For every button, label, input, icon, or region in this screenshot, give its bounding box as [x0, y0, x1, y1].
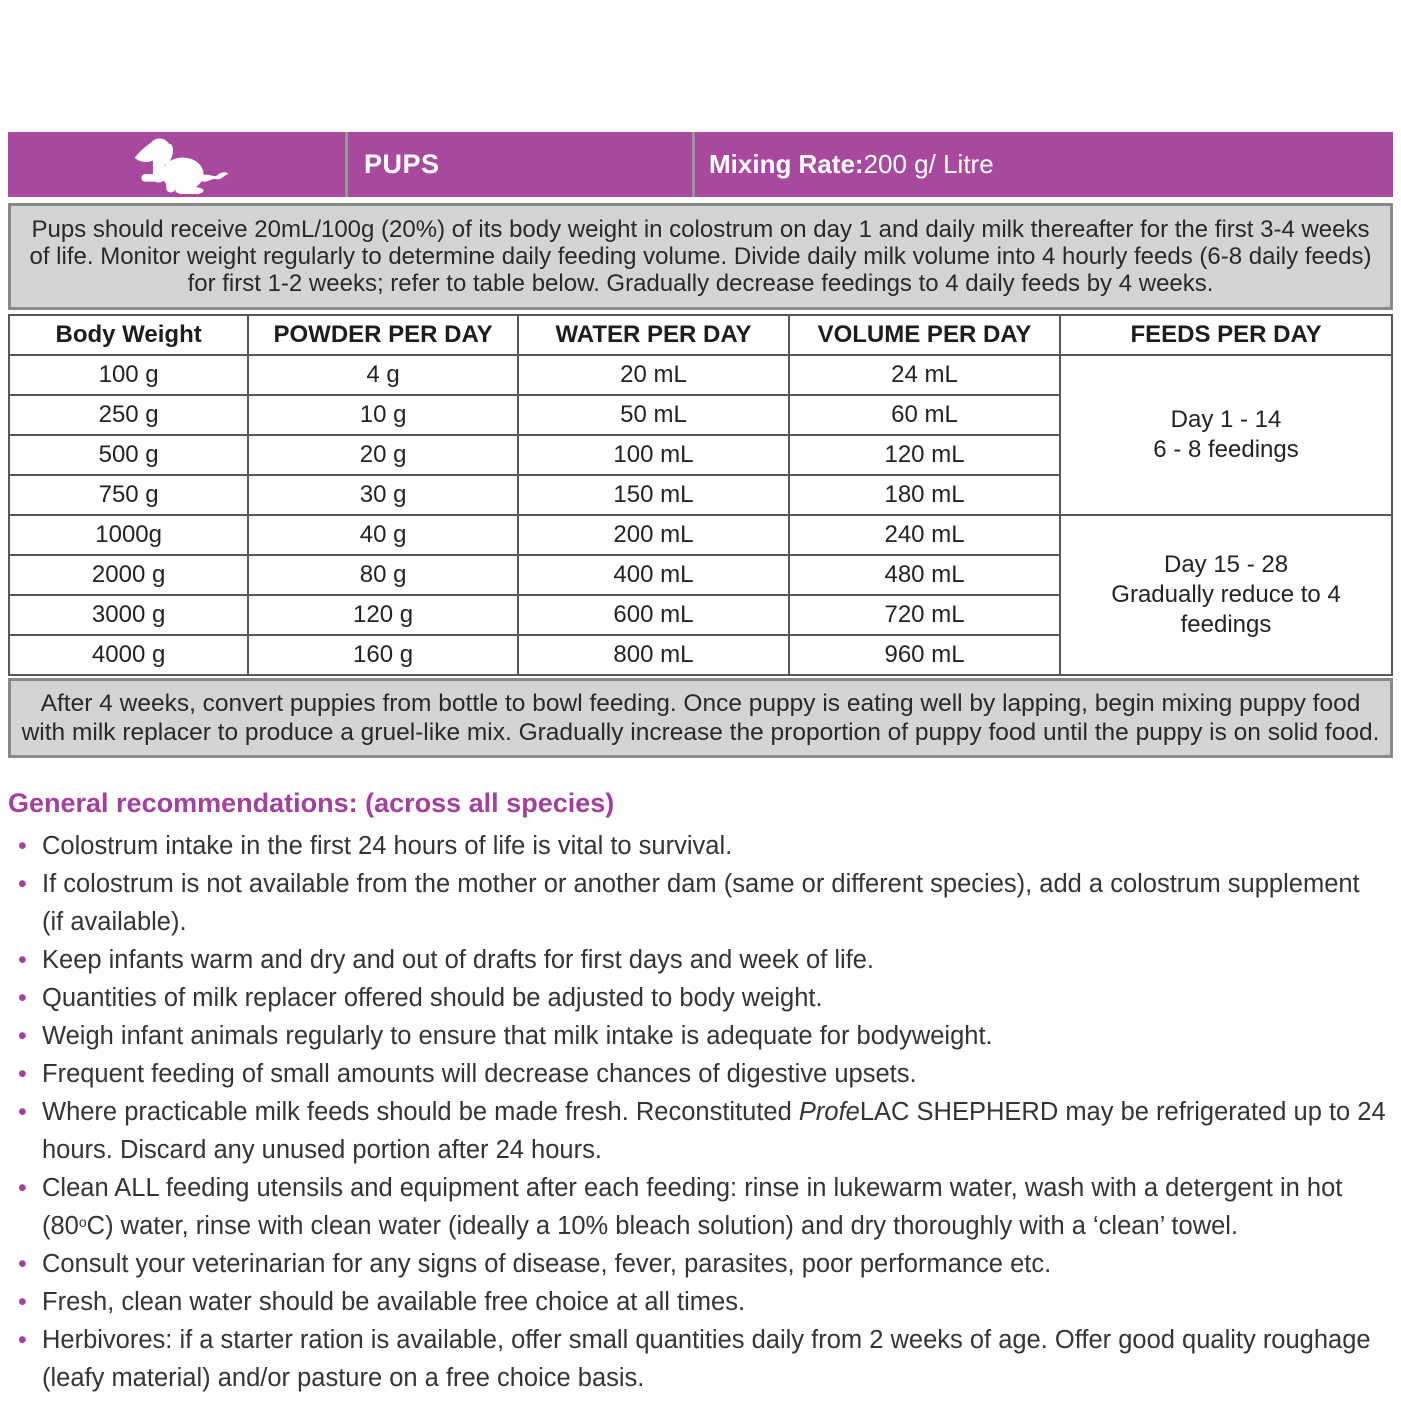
intro-note-box: Pups should receive 20mL/100g (20%) of its body weight in colostrum on day 1 and daily milk thereafter for the first 3-4 weeks of life. Monitor weight regularly to determine daily feeding volume. Divide daily milk volume into 4 hourly feeds (6-8 daily feeds) for first 1-2 weeks; refer to table below. Gradually decrease feedings to 4 daily feeds by 4 weeks.: [8, 203, 1393, 310]
recommendation-item: [8, 1169, 1393, 1245]
bullet-icon: •: [18, 870, 27, 898]
feeds-per-day-cell: Day 1 - 14 6 - 8 feedings: [1060, 355, 1392, 515]
mixing-rate-label: Mixing Rate:: [709, 149, 864, 179]
recommendation-item: [8, 979, 1393, 1017]
recommendation-item: [8, 941, 1393, 979]
bullet-icon: •: [18, 1098, 27, 1126]
recommendations-list: [8, 827, 1393, 1397]
recommendation-text: Consult your veterinarian for any signs of disease, fever, parasites, poor performance etc.: [42, 1250, 1052, 1278]
recommendation-text: Where practicable milk feeds should be made fresh. Reconstituted ProfeLAC SHEPHERD may be refrigerated up to 24 hours. Discard any unused portion after 24 hours.: [42, 1098, 1386, 1164]
table-cell: 600 mL: [518, 595, 789, 635]
column-header: FEEDS PER DAY: [1060, 315, 1392, 355]
recommendation-text: Colostrum intake in the first 24 hours of life is vital to survival.: [42, 832, 733, 860]
table-cell: 30 g: [248, 475, 518, 515]
table-cell: 4 g: [248, 355, 518, 395]
table-cell: 100 mL: [518, 435, 789, 475]
recommendation-text: Weigh infant animals regularly to ensure that milk intake is adequate for bodyweight.: [42, 1022, 993, 1050]
recommendation-item: [8, 865, 1393, 941]
table-cell: 250 g: [9, 395, 248, 435]
recommendation-text: Herbivores: if a starter ration is available, offer small quantities daily from 2 weeks of age. Offer good quality roughage (leafy material) and/or pasture on a free choice basis.: [42, 1326, 1371, 1392]
table-cell: 10 g: [248, 395, 518, 435]
mixing-rate-value: 200 g/ Litre: [863, 149, 994, 179]
table-cell: 960 mL: [789, 635, 1060, 675]
bullet-icon: •: [18, 946, 27, 974]
species-header-band: [8, 132, 1393, 197]
species-icon-cell: [8, 132, 348, 197]
table-cell: 750 g: [9, 475, 248, 515]
feeding-table: [8, 314, 1393, 676]
bullet-icon: •: [18, 1326, 27, 1354]
table-cell: 200 mL: [518, 515, 789, 555]
recommendations-heading: General recommendations: (across all species): [8, 788, 615, 818]
table-cell: 120 g: [248, 595, 518, 635]
table-cell: 240 mL: [789, 515, 1060, 555]
bullet-icon: •: [18, 1022, 27, 1050]
table-cell: 3000 g: [9, 595, 248, 635]
table-cell: 40 g: [248, 515, 518, 555]
species-name-cell: [348, 132, 695, 197]
table-cell: 24 mL: [789, 355, 1060, 395]
recommendation-text: Frequent feeding of small amounts will decrease chances of digestive upsets.: [42, 1060, 917, 1088]
recommendation-text: Quantities of milk replacer offered should be adjusted to body weight.: [42, 984, 823, 1012]
recommendation-item: [8, 1321, 1393, 1397]
table-row: [9, 515, 1392, 555]
column-header: Body Weight: [9, 315, 248, 355]
recommendation-text: Clean ALL feeding utensils and equipment after each feeding: rinse in lukewarm water, wash with a detergent in hot (80$^o$C) water, rinse with clean water (ideally a 10% bleach solution) and dry thoroughly with a ‘clean’ towel.: [42, 1174, 1343, 1240]
table-cell: 180 mL: [789, 475, 1060, 515]
recommendation-item: [8, 1093, 1393, 1169]
table-cell: 1000g: [9, 515, 248, 555]
bullet-icon: •: [18, 1250, 27, 1278]
recommendation-item: [8, 1245, 1393, 1283]
table-cell: 400 mL: [518, 555, 789, 595]
feeding-table-body: [9, 355, 1392, 675]
bullet-icon: •: [18, 984, 27, 1012]
bullet-icon: •: [18, 832, 27, 860]
recommendation-item: [8, 1017, 1393, 1055]
table-cell: 60 mL: [789, 395, 1060, 435]
bullet-icon: •: [18, 1060, 27, 1088]
table-cell: 500 g: [9, 435, 248, 475]
table-cell: 20 g: [248, 435, 518, 475]
outro-note-box: After 4 weeks, convert puppies from bottle to bowl feeding. Once puppy is eating well by lapping, begin mixing puppy food with milk replacer to produce a gruel-like mix. Gradually increase the proportion of puppy food until the puppy is on solid food.: [8, 678, 1393, 758]
table-cell: 150 mL: [518, 475, 789, 515]
column-header: WATER PER DAY: [518, 315, 789, 355]
table-cell: 480 mL: [789, 555, 1060, 595]
recommendation-item: [8, 827, 1393, 865]
feeds-per-day-cell: Day 15 - 28 Gradually reduce to 4 feedings: [1060, 515, 1392, 675]
table-cell: 20 mL: [518, 355, 789, 395]
table-cell: 160 g: [248, 635, 518, 675]
bullet-icon: •: [18, 1174, 27, 1202]
table-cell: 2000 g: [9, 555, 248, 595]
column-header: VOLUME PER DAY: [789, 315, 1060, 355]
recommendation-text: Keep infants warm and dry and out of drafts for first days and week of life.: [42, 946, 875, 974]
recommendation-text: If colostrum is not available from the mother or another dam (same or different species), add a colostrum supplement (if available).: [42, 870, 1360, 936]
column-header: POWDER PER DAY: [248, 315, 518, 355]
table-row: [9, 355, 1392, 395]
table-cell: 80 g: [248, 555, 518, 595]
recommendation-item: [8, 1283, 1393, 1321]
mixing-rate-cell: [695, 132, 1393, 197]
table-cell: 800 mL: [518, 635, 789, 675]
species-title: PUPS: [364, 149, 440, 179]
table-cell: 4000 g: [9, 635, 248, 675]
recommendation-item: [8, 1055, 1393, 1093]
recommendation-text: Fresh, clean water should be available free choice at all times.: [42, 1288, 746, 1316]
table-cell: 50 mL: [518, 395, 789, 435]
table-cell: 100 g: [9, 355, 248, 395]
bullet-icon: •: [18, 1288, 27, 1316]
feeding-table-header-row: [9, 315, 1392, 355]
table-cell: 720 mL: [789, 595, 1060, 635]
table-cell: 120 mL: [789, 435, 1060, 475]
puppy-icon: [117, 136, 237, 194]
